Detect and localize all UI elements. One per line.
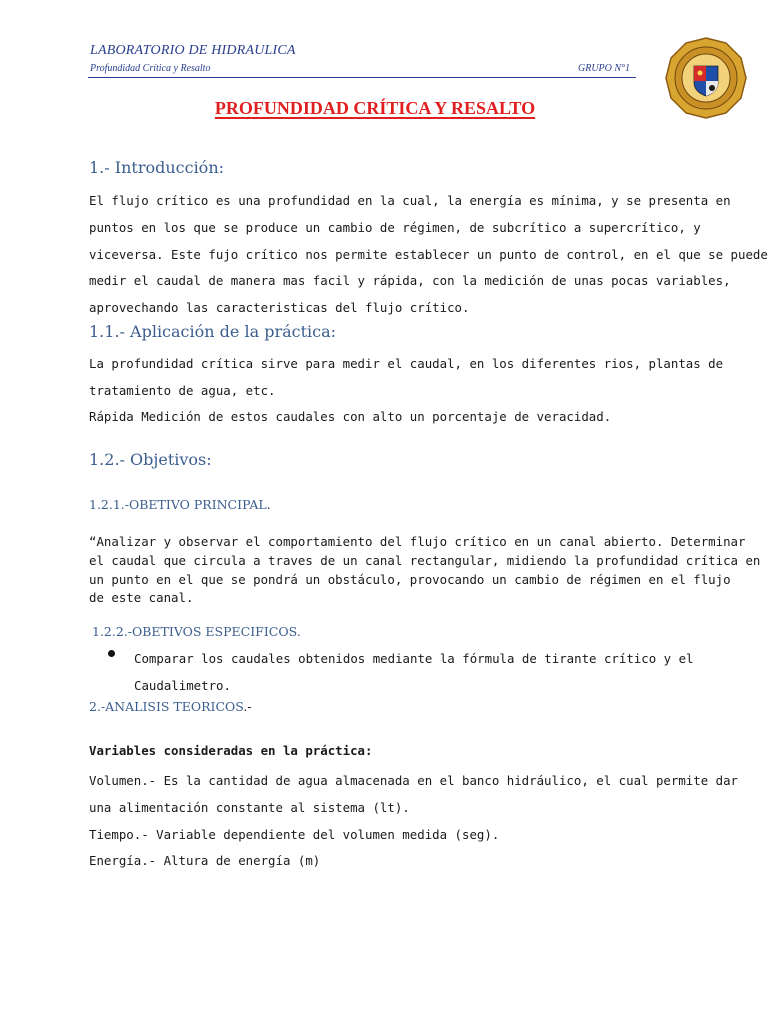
specific-objective-line: Comparar los caudales obtenidos mediante la fórmula de tirante crítico y el (134, 651, 694, 666)
intro-line: viceversa. Este fujo crítico nos permite establecer un punto de control, en el que se puede (89, 246, 768, 262)
main-objective-line: de este canal. (89, 590, 194, 606)
header-subtitle: Profundidad Crítica y Resalto (90, 63, 211, 74)
variable-line: Tiempo.- Variable dependiente del volumen medida (seg). (89, 826, 500, 842)
variables-paragraph (89, 768, 739, 875)
main-objective-line: un punto en el que se pondrá un obstáculo, provocando un cambio de régimen en el flujo (89, 571, 731, 587)
main-objective-paragraph (89, 533, 761, 608)
intro-line: puntos en los que se produce un cambio de régimen, de subcrítico a supercrítico, y (89, 219, 701, 235)
header-rule (88, 77, 636, 78)
variables-heading: Variables consideradas en la práctica: (89, 743, 373, 758)
header-lab-title: LABORATORIO DE HIDRAULICA (90, 43, 296, 58)
bullet-icon (108, 650, 115, 657)
intro-paragraph (89, 188, 768, 322)
analysis-heading: 2.-ANALISIS TEORICOS.- (89, 699, 252, 714)
variable-line: una alimentación constante al sistema (lt). (89, 799, 410, 815)
objectives-heading: 1.2.- Objetivos: (89, 450, 212, 469)
main-objective-line: el caudal que circula a traves de un canal rectangular, midiendo la profundidad crítica en (89, 552, 761, 568)
specific-objective-line: Caudalimetro. (134, 677, 231, 693)
document-title: PROFUNDIDAD CRÍTICA Y RESALTO (214, 98, 536, 118)
specific-objectives-heading: 1.2.2.-OBETIVOS ESPECIFICOS. (92, 624, 301, 639)
intro-line: aprovechando las caracteristicas del flujo crítico. (89, 300, 470, 316)
intro-line: medir el caudal de manera mas facil y rápida, con la medición de unas pocas variables, (89, 273, 731, 289)
analysis-heading-text: 2.-ANALISIS TEORICOS (89, 699, 244, 714)
application-paragraph (89, 351, 724, 431)
variable-line: Energía.- Altura de energía (m) (89, 853, 321, 869)
application-line: Rápida Medición de estos caudales con alto un porcentaje de veracidad. (89, 409, 612, 424)
main-objective-heading-text: 1.2.1.-OBETIVO PRINCIPAL (89, 497, 267, 512)
intro-heading: 1.- Introducción: (89, 158, 225, 177)
header-group: GRUPO N°1 (578, 63, 631, 74)
main-objective-heading: 1.2.1.-OBETIVO PRINCIPAL. (89, 497, 271, 512)
application-line: tratamiento de agua, etc. (89, 382, 276, 398)
application-line: La profundidad crítica sirve para medir el caudal, en los diferentes rios, plantas de (89, 356, 724, 371)
intro-line: El flujo crítico es una profundidad en la cual, la energía es mínima, y se presenta en (89, 193, 731, 208)
application-heading: 1.1.- Aplicación de la práctica: (89, 322, 337, 341)
variable-line: Volumen.- Es la cantidad de agua almacenada en el banco hidráulico, el cual permite dar (89, 773, 739, 788)
main-objective-line: “Analizar y observar el comportamiento del flujo crítico en un canal abierto. Determinar (89, 534, 746, 549)
specific-objective-item (134, 646, 694, 699)
